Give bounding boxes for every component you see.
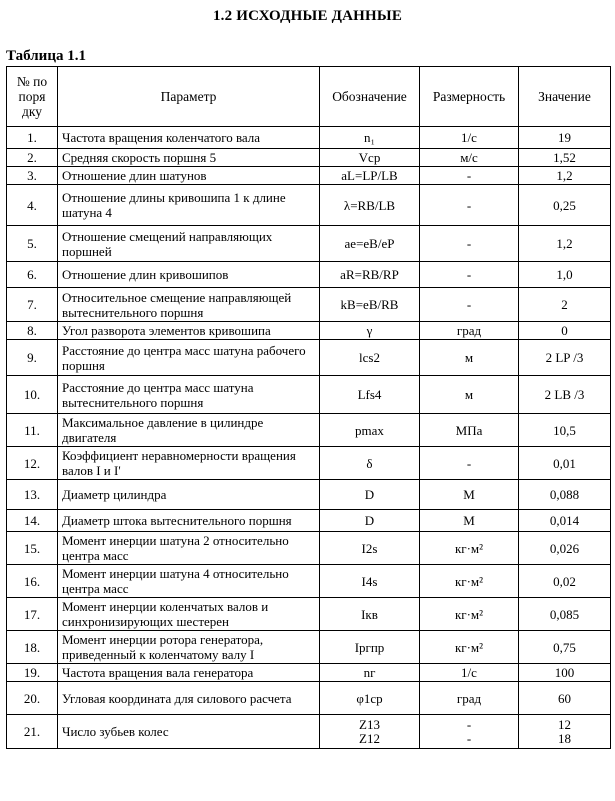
row-parameter: Отношение длин кривошипов [58,262,320,288]
row-unit: кг·м² [420,565,519,598]
row-unit: м [420,340,519,376]
row-unit: град [420,682,519,715]
row-unit: град [420,322,519,340]
row-unit: кг·м² [420,598,519,631]
row-number: 4. [7,185,58,226]
row-number: 20. [7,682,58,715]
row-value [519,715,611,749]
table-row [7,510,611,532]
page-title: 1.2 ИСХОДНЫЕ ДАННЫЕ [212,8,403,24]
row-unit: М [420,510,519,532]
row-symbol: λ=RB/LB [320,185,420,226]
col-header-value: Значение [519,67,611,127]
row-value: 0,01 [519,447,611,480]
row-unit: кг·м² [420,532,519,565]
row-value: 0 [519,322,611,340]
table-row [7,682,611,715]
row-value: 19 [519,127,611,149]
row-unit: - [420,262,519,288]
row-parameter: Средняя скорость поршня 5 [58,149,320,167]
row-symbol: lcs2 [320,340,420,376]
table-row [7,288,611,322]
row-value: 60 [519,682,611,715]
row-unit: кг·м² [420,631,519,664]
table-row [7,149,611,167]
row-symbol: pmax [320,414,420,447]
row-value: 0,014 [519,510,611,532]
row-unit: - [420,447,519,480]
row-number: 17. [7,598,58,631]
row-value: 1,2 [519,226,611,262]
table-row [7,376,611,414]
row-number: 3. [7,167,58,185]
col-header-unit: Размерность [420,67,519,127]
row-unit-line: - [466,716,472,732]
col-header-parameter: Параметр [58,67,320,127]
row-number: 12. [7,447,58,480]
row-parameter: Диаметр штока вытеснительного поршня [58,510,320,532]
row-number: 13. [7,480,58,510]
table-row [7,127,611,149]
row-number: 6. [7,262,58,288]
row-symbol: ae=eB/eP [320,226,420,262]
row-number: 16. [7,565,58,598]
row-number: 8. [7,322,58,340]
row-parameter: Угол разворота элементов кривошипа [58,322,320,340]
row-unit: - [420,167,519,185]
row-value: 10,5 [519,414,611,447]
row-unit: МПа [420,414,519,447]
row-number: 10. [7,376,58,414]
row-unit: - [420,185,519,226]
row-symbol: kB=eB/RB [320,288,420,322]
table-caption: Таблица 1.1 [6,48,86,64]
row-value: 0,088 [519,480,611,510]
table-row [7,565,611,598]
table-row [7,167,611,185]
row-value: 0,085 [519,598,611,631]
row-number: 2. [7,149,58,167]
row-parameter: Отношение длин шатунов [58,167,320,185]
row-unit: - [420,288,519,322]
row-value: 0,25 [519,185,611,226]
row-number: 1. [7,127,58,149]
table-row [7,185,611,226]
table-row [7,226,611,262]
row-parameter: Число зубьев колес [58,715,320,749]
table-row [7,598,611,631]
row-value: 2 LB /3 [519,376,611,414]
table-row [7,322,611,340]
row-unit [420,715,519,749]
col-header-symbol: Обозначение [320,67,420,127]
row-parameter: Относительное смещение направляющей вытеснительного поршня [58,288,320,322]
row-parameter: Момент инерции шатуна 4 относительно центра масс [58,565,320,598]
row-parameter: Отношение смещений направляющих поршней [58,226,320,262]
row-symbol: aL=LP/LB [320,167,420,185]
row-symbol: Lfs4 [320,376,420,414]
row-unit-line: - [466,730,472,746]
row-unit: 1/с [420,127,519,149]
row-value: 2 LP /3 [519,340,611,376]
row-number: 14. [7,510,58,532]
col-header-number: № по поря дку [7,67,58,127]
table-row [7,447,611,480]
row-symbol [320,715,420,749]
row-symbol: I4s [320,565,420,598]
row-unit: М [420,480,519,510]
row-number: 21. [7,715,58,749]
row-symbol: D [320,510,420,532]
table-row [7,262,611,288]
row-symbol: aR=RB/RP [320,262,420,288]
row-value: 0,02 [519,565,611,598]
row-symbol: nг [320,664,420,682]
row-parameter: Расстояние до центра масс шатуна вытеснительного поршня [58,376,320,414]
row-number: 15. [7,532,58,565]
row-value: 2 [519,288,611,322]
table-row [7,532,611,565]
row-value: 0,026 [519,532,611,565]
row-number: 7. [7,288,58,322]
row-parameter: Момент инерции ротора генератора, приведенный к коленчатому валу I [58,631,320,664]
row-symbol: Vср [320,149,420,167]
row-unit: м [420,376,519,414]
row-value: 100 [519,664,611,682]
parameters-table [6,66,611,749]
row-value-line: 12 [558,716,571,732]
table-row [7,480,611,510]
row-unit: 1/с [420,664,519,682]
row-unit: м/с [420,149,519,167]
row-value-line: 18 [558,730,571,746]
row-symbol-line: Z12 [359,730,380,746]
row-symbol: I2s [320,532,420,565]
row-parameter: Угловая координата для силового расчета [58,682,320,715]
row-number: 19. [7,664,58,682]
row-symbol: γ [320,322,420,340]
row-number: 11. [7,414,58,447]
row-symbol-line: Z13 [359,716,380,732]
row-parameter: Коэффициент неравномерности вращения валов I и I' [58,447,320,480]
row-number: 5. [7,226,58,262]
row-parameter: Момент инерции шатуна 2 относительно центра масс [58,532,320,565]
row-symbol: φ1ср [320,682,420,715]
table-row [7,631,611,664]
row-value: 1,2 [519,167,611,185]
row-symbol: δ [320,447,420,480]
row-unit: - [420,226,519,262]
row-value: 1,0 [519,262,611,288]
row-symbol: Iргпр [320,631,420,664]
row-number: 9. [7,340,58,376]
row-value: 1,52 [519,149,611,167]
row-number: 18. [7,631,58,664]
row-symbol: n₁ [320,127,420,149]
table-row [7,715,611,749]
row-parameter: Максимальное давление в цилиндре двигателя [58,414,320,447]
table-row [7,340,611,376]
row-parameter: Расстояние до центра масс шатуна рабочего поршня [58,340,320,376]
row-symbol: D [320,480,420,510]
row-parameter: Отношение длины кривошипа 1 к длине шатуна 4 [58,185,320,226]
table-row [7,414,611,447]
row-parameter: Частота вращения коленчатого вала [58,127,320,149]
row-parameter: Частота вращения вала генератора [58,664,320,682]
row-symbol: Iкв [320,598,420,631]
row-parameter: Диаметр цилиндра [58,480,320,510]
row-value: 0,75 [519,631,611,664]
row-parameter: Момент инерции коленчатых валов и синхронизирующих шестерен [58,598,320,631]
table-row [7,664,611,682]
